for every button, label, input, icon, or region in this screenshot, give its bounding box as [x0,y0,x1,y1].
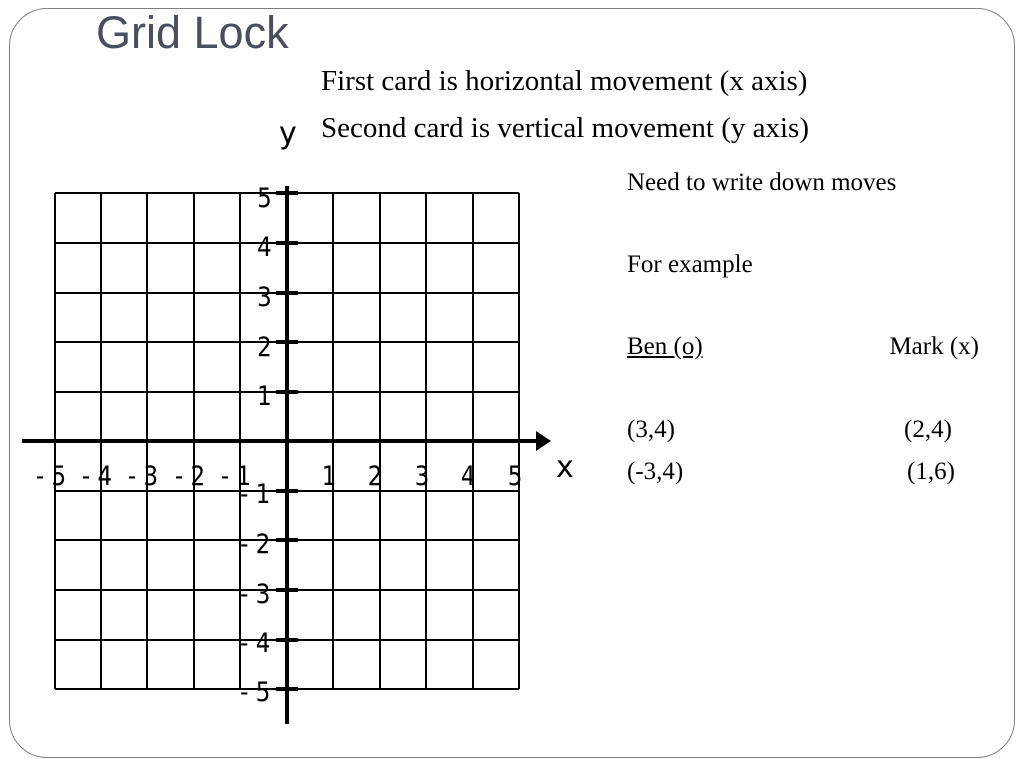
x-tick-label: - 5 [35,460,67,492]
x-tick-label: - 1 [220,460,252,492]
x-tick-label: - 4 [81,460,113,492]
slide-title: Grid Lock [96,7,289,58]
header-mark: Mark (x) [889,333,979,360]
y-axis-label: y [279,116,297,151]
y-tick-label: 1 [257,380,272,412]
x-tick-label: 5 [507,460,523,492]
x-tick-label: 1 [321,460,337,492]
y-tick-label: - 5 [240,676,271,708]
note-need: Need to write down moves [627,169,897,196]
x-tick-label: 3 [414,460,430,492]
y-tick-label: 2 [257,331,272,363]
note-example: For example [627,251,753,278]
x-tick-label: - 3 [127,460,159,492]
move-ben-2: (-3,4) [627,458,684,485]
move-mark-1: (2,4) [904,416,952,443]
x-tick-label: 2 [367,460,383,492]
instruction-line-1: First card is horizontal movement (x axis) [321,65,808,97]
move-mark-2: (1,6) [907,458,955,485]
x-tick-label: 4 [460,460,476,492]
y-tick-label: - 1 [240,478,271,510]
x-axis-arrow-icon [536,431,551,451]
y-tick-label: - 4 [240,627,271,659]
y-tick-label: - 3 [240,578,271,610]
y-tick-label: 5 [257,182,272,214]
x-tick-label: - 2 [174,460,206,492]
x-axis-label: x [556,450,574,485]
header-ben: Ben (o) [627,333,703,360]
y-tick-label: - 2 [240,528,271,560]
instruction-line-2: Second card is vertical movement (y axis) [321,112,810,144]
y-tick-label: 4 [257,231,272,263]
y-tick-label: 3 [257,281,272,313]
move-ben-1: (3,4) [627,416,675,443]
